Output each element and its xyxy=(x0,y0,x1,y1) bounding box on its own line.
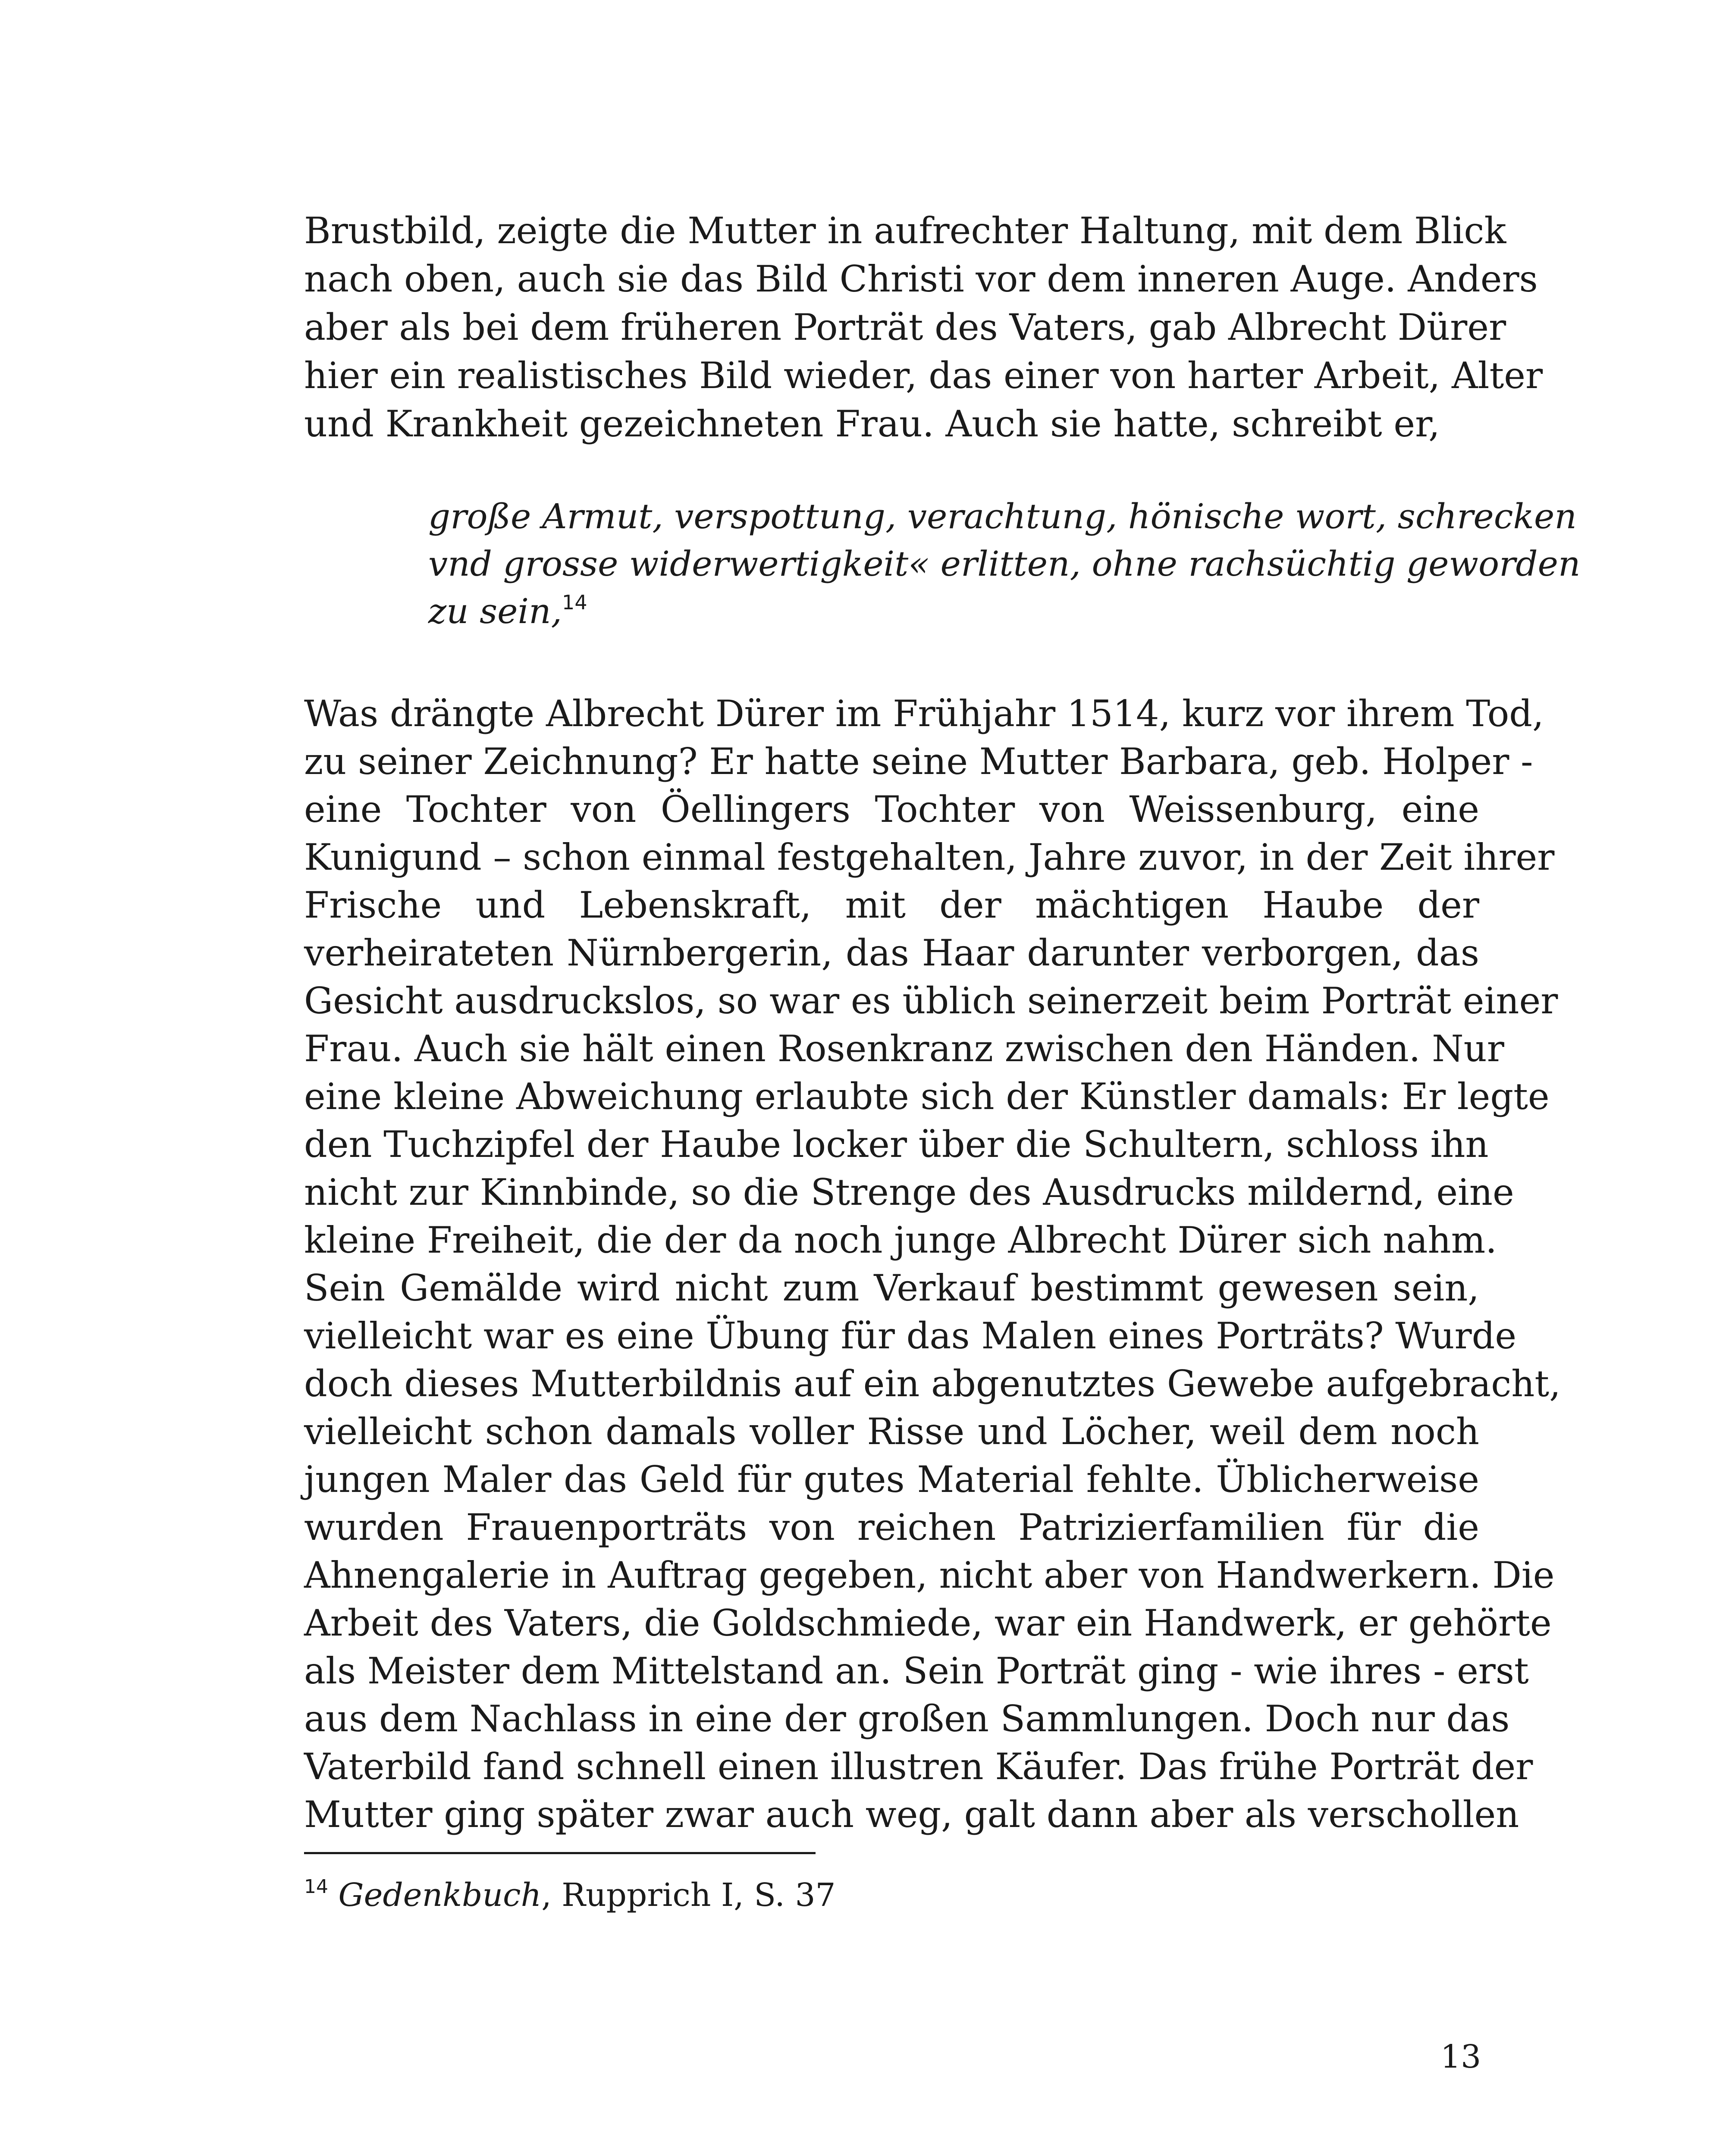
text-line: Ahnengalerie in Auftrag gegeben, nicht aber von Handwerkern. Die xyxy=(304,1554,1555,1596)
text-line: verheirateten Nürnbergerin, das Haar darunter verborgen, das xyxy=(304,932,1479,974)
text-line: vielleicht war es eine Übung für das Malen eines Porträts? Wurde xyxy=(304,1315,1517,1357)
text-line: Mutter ging später zwar auch weg, galt dann aber als verschollen xyxy=(304,1793,1519,1836)
text-line: Frau. Auch sie hält einen Rosenkranz zwischen den Händen. Nur xyxy=(304,1028,1504,1070)
footnote xyxy=(304,1874,836,1917)
text-line: wurden Frauenporträts von reichen Patrizierfamilien für die xyxy=(304,1506,1479,1548)
text-line: Sein Gemälde wird nicht zum Verkauf bestimmt gewesen sein, xyxy=(304,1267,1479,1309)
text-line: Gesicht ausdruckslos, so war es üblich seinerzeit beim Porträt einer xyxy=(304,980,1558,1022)
text-line: jungen Maler das Geld für gutes Material fehlte. Üblicherweise xyxy=(304,1458,1479,1501)
footnote-citation: , Rupprich I, S. 37 xyxy=(541,1877,836,1914)
text-line: nicht zur Kinnbinde, so die Strenge des Ausdrucks mildernd, eine xyxy=(304,1171,1514,1213)
footnote-title: Gedenkbuch xyxy=(338,1877,542,1914)
page-number: 13 xyxy=(1440,2038,1481,2075)
text-line: doch dieses Mutterbildnis auf ein abgenutztes Gewebe aufgebracht, xyxy=(304,1363,1561,1405)
text-line: aber als bei dem früheren Porträt des Vaters, gab Albrecht Dürer xyxy=(304,306,1506,348)
text-line: als Meister dem Mittelstand an. Sein Porträt ging - wie ihres - erst xyxy=(304,1650,1529,1692)
quote-line-text: zu sein, xyxy=(428,591,562,631)
footnote-divider xyxy=(304,1852,816,1854)
quote-line-last xyxy=(428,588,1479,635)
text-line: eine Tochter von Öellingers Tochter von Weissenburg, eine xyxy=(304,788,1479,830)
text-line: Brustbild, zeigte die Mutter in aufrechter Haltung, mit dem Blick xyxy=(304,210,1506,252)
text-line: Kunigund – schon einmal festgehalten, Jahre zuvor, in der Zeit ihrer xyxy=(304,836,1555,878)
footnote-number: 14 xyxy=(304,1876,328,1898)
text-line: vielleicht schon damals voller Risse und Löcher, weil dem noch xyxy=(304,1410,1479,1453)
footnote-reference: 14 xyxy=(562,591,587,614)
text-line: zu seiner Zeichnung? Er hatte seine Mutter Barbara, geb. Holper - xyxy=(304,740,1533,783)
text-line: Arbeit des Vaters, die Goldschmiede, war ein Handwerk, er gehörte xyxy=(304,1602,1552,1644)
text-line: den Tuchzipfel der Haube locker über die Schultern, schloss ihn xyxy=(304,1123,1489,1166)
text-line: und Krankheit gezeichneten Frau. Auch sie hatte, schreibt er, xyxy=(304,403,1440,445)
text-line: nach oben, auch sie das Bild Christi vor dem inneren Auge. Anders xyxy=(304,258,1538,300)
text-line: Was drängte Albrecht Dürer im Frühjahr 1514, kurz vor ihrem Tod, xyxy=(304,693,1544,735)
text-line: eine kleine Abweichung erlaubte sich der Künstler damals: Er legte xyxy=(304,1075,1550,1118)
text-line: kleine Freiheit, die der da noch junge Albrecht Dürer sich nahm. xyxy=(304,1219,1497,1261)
text-line: Frische und Lebenskraft, mit der mächtigen Haube der xyxy=(304,884,1479,926)
text-line: hier ein realistisches Bild wieder, das einer von harter Arbeit, Alter xyxy=(304,354,1543,397)
quote-line: vnd grosse widerwertigkeit« erlitten, ohne rachsüchtig geworden xyxy=(428,544,1581,584)
quote-line: große Armut, verspottung, verachtung, hönische wort, schrecken xyxy=(428,496,1577,536)
text-line: Vaterbild fand schnell einen illustren Käufer. Das frühe Porträt der xyxy=(304,1745,1533,1788)
text-line: aus dem Nachlass in eine der großen Sammlungen. Doch nur das xyxy=(304,1698,1510,1740)
